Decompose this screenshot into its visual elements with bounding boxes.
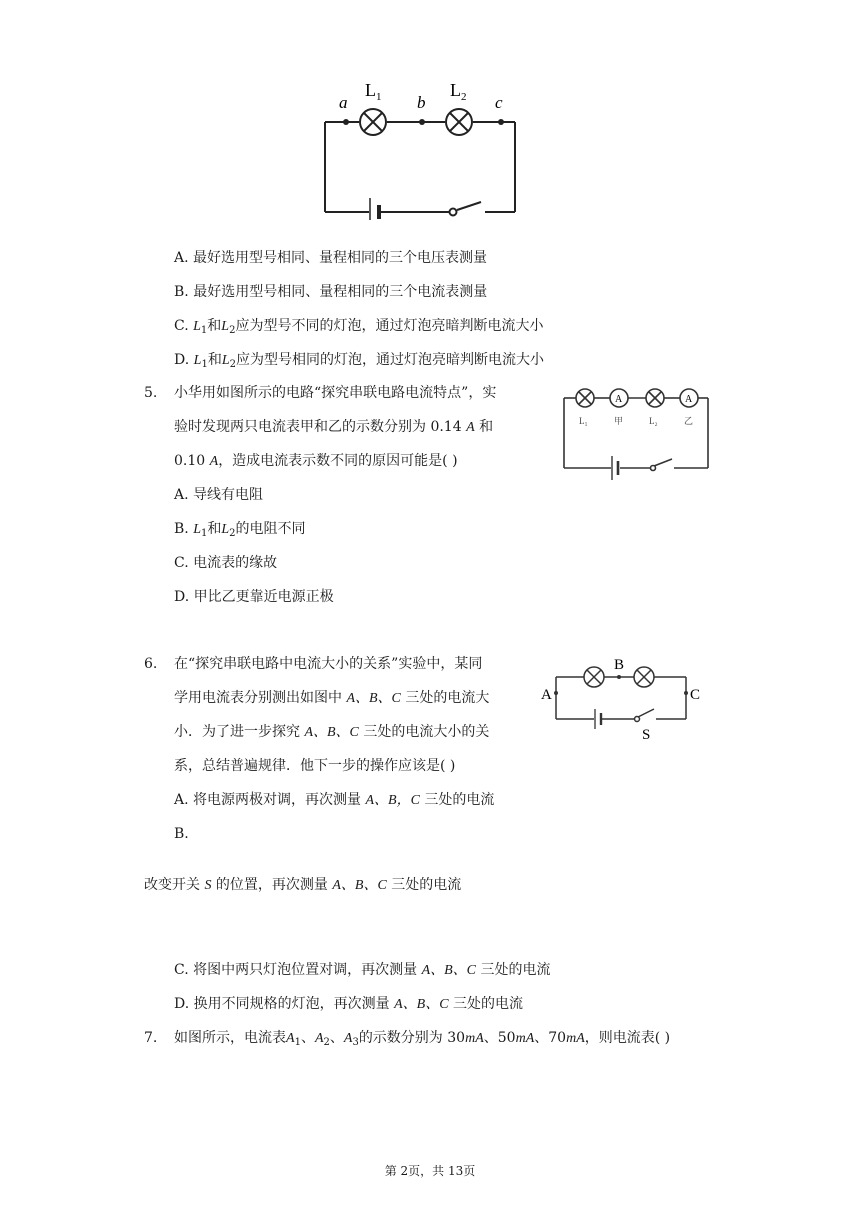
fig-label-jia: 甲 [614,416,624,426]
svg-text:L1 [365,80,382,103]
option-text: 应为型号相同的灯泡，通过灯泡亮暗判断电流大小 [235,352,544,368]
stem-text: ，则电流表( ) [584,1030,671,1046]
lamp2-sub: 2 [461,91,467,103]
option-letter: C. [174,555,189,571]
ammeter-a2: A [314,1031,324,1046]
l2-symbol: L [221,522,230,537]
l2-symbol: L [221,319,230,334]
l1-sub: 1 [201,528,208,539]
and-text: 和 [207,352,222,368]
q5-option-a [174,485,263,505]
l1-sub: 1 [201,359,208,370]
option-letter: A. [174,250,189,266]
points-abc: A、B，C [365,793,420,808]
option-text: 的位置，再次测量 [211,877,333,893]
option-letter: B. [174,284,189,300]
q4-option-a [174,248,487,268]
option-text: 将图中两只灯泡位置对调，再次测量 [193,962,422,978]
unit: A [209,454,219,469]
stem-text: 验时发现两只电流表甲和乙的示数分别为 0.14 [174,419,467,435]
stem-text: 学用电流表分别测出如图中 [174,690,347,706]
option-text: 电流表的缘故 [193,555,278,571]
l1-sub: 1 [200,325,208,336]
lamp1-sub: 1 [376,91,382,103]
option-text: 甲比乙更靠近电源正极 [193,589,334,605]
q6-option-a [174,790,494,811]
unit: A [466,420,475,435]
option-text: 应为型号不同的灯泡，通过灯泡亮暗判断电流大小 [235,318,544,334]
q5-option-d [174,587,334,607]
option-letter: C. [174,318,189,334]
node-c-label: c [495,93,503,112]
option-text: 将电源两极对调，再次测量 [193,792,366,808]
l2-sub: 2 [229,325,236,336]
l2-sub: 2 [229,528,236,539]
fig-label-yi: 乙 [684,416,694,426]
q6-option-c [174,960,550,981]
option-text: 换用不同规格的灯泡，再次测量 [193,996,395,1012]
option-letter: D. [174,996,190,1012]
node-a-label: a [339,93,348,112]
q5-stem-line2 [174,417,493,438]
points-abc: A、B、C [304,725,359,740]
circuit-figure-q4 [315,70,530,220]
question-number-7: 7. [144,1030,158,1046]
stem-text: 小．为了进一步探究 [174,724,305,740]
stem-text: 三处的电流大 [400,690,490,706]
l1-symbol: L [193,319,201,334]
option-text: 改变开关 [144,877,205,893]
stem-text: 、70 [534,1030,567,1046]
stem-text: 、50 [483,1030,516,1046]
ammeter-a2-sub: 2 [323,1037,330,1048]
option-text: 导线有电阻 [193,487,264,503]
stem-text: 三处的电流大小的关 [358,724,490,740]
ammeter-a1: A [286,1031,295,1046]
separator: 、 [329,1030,344,1046]
q4-option-b [174,282,487,302]
question-number-5: 5. [144,385,158,401]
option-text: 最好选用型号相同、量程相同的三个电流表测量 [193,284,488,300]
and-text: 和 [207,521,222,537]
option-letter: D. [174,352,190,368]
option-text: 三处的电流 [386,877,462,893]
stem-text: ，造成电流表示数不同的原因可能是( ) [218,453,458,469]
unit: mA [566,1031,585,1046]
unit: mA [515,1031,535,1046]
ammeter-1-symbol: A [615,394,623,405]
fig-label-l2: L₂ [649,416,658,426]
separator: 、 [300,1030,315,1046]
points-abc: A、B、C [346,691,401,706]
option-text: 最好选用型号相同、量程相同的三个电压表测量 [193,250,488,266]
option-letter: C. [174,962,189,978]
q5-stem-line1: 小华用如图所示的电路“探究串联电路电流特点”，实 [174,385,497,401]
fig-point-b: B [614,657,625,673]
lamp2-label: L [450,80,461,100]
option-text: 三处的电流 [448,996,523,1012]
q6-option-b-letter: B. [174,826,189,842]
ammeter-a3-sub: 3 [352,1037,359,1048]
q6-stem-line4: 系，总结普遍规律．他下一步的操作应该是( ) [174,758,456,774]
stem-text: 的示数分别为 30 [358,1030,466,1046]
stem-text: 如图所示，电流表 [174,1030,286,1046]
fig-switch-s: S [642,727,651,743]
q4-option-d [174,350,544,375]
page-footer: 第 2页，共 13页 [384,1164,476,1178]
l1-symbol: L [193,522,201,537]
ammeter-2-symbol: A [685,394,693,405]
q5-option-b [174,519,306,544]
svg-text:L2 [450,80,467,103]
fig-label-l1: L₁ [579,416,588,426]
q4-option-c [174,316,543,341]
unit: mA [465,1031,484,1046]
q7-stem [174,1028,670,1053]
points-abc: A、B、C [394,997,449,1012]
q6-option-b-text [144,875,461,896]
fig-point-c: C [690,687,701,703]
points-abc: A、B、C [421,963,477,978]
option-text: 的电阻不同 [235,521,306,537]
points-abc: A、B、C [332,878,387,893]
ammeter-a1-sub: 1 [294,1037,301,1048]
stem-text: 和 [474,419,494,435]
option-letter: D. [174,589,190,605]
stem-text: 0.10 [174,453,210,469]
circuit-figure-q6 [538,653,714,743]
node-b-label: b [417,93,426,112]
q6-stem-line2 [174,688,489,709]
q6-option-d [174,994,523,1015]
q5-option-c [174,553,277,573]
circuit-figure-q5 [558,382,714,480]
q6-stem-line3 [174,722,489,743]
switch-s: S [204,878,212,893]
l2-sub: 2 [229,359,236,370]
fig-point-a: A [541,687,552,703]
l2-symbol: L [221,353,230,368]
lamp1-label: L [365,80,376,100]
and-text: 和 [207,318,222,334]
option-letter: B. [174,521,189,537]
q6-stem-line1: 在“探究串联电路中电流大小的关系”实验中，某同 [174,656,483,672]
option-text: 三处的电流 [419,792,495,808]
question-number-6: 6. [144,656,158,672]
l1-symbol: L [193,353,202,368]
ammeter-a3: A [343,1031,353,1046]
option-letter: A. [174,792,189,808]
q5-stem-line3 [174,451,458,472]
option-text: 三处的电流 [476,962,551,978]
option-letter: A. [174,487,189,503]
